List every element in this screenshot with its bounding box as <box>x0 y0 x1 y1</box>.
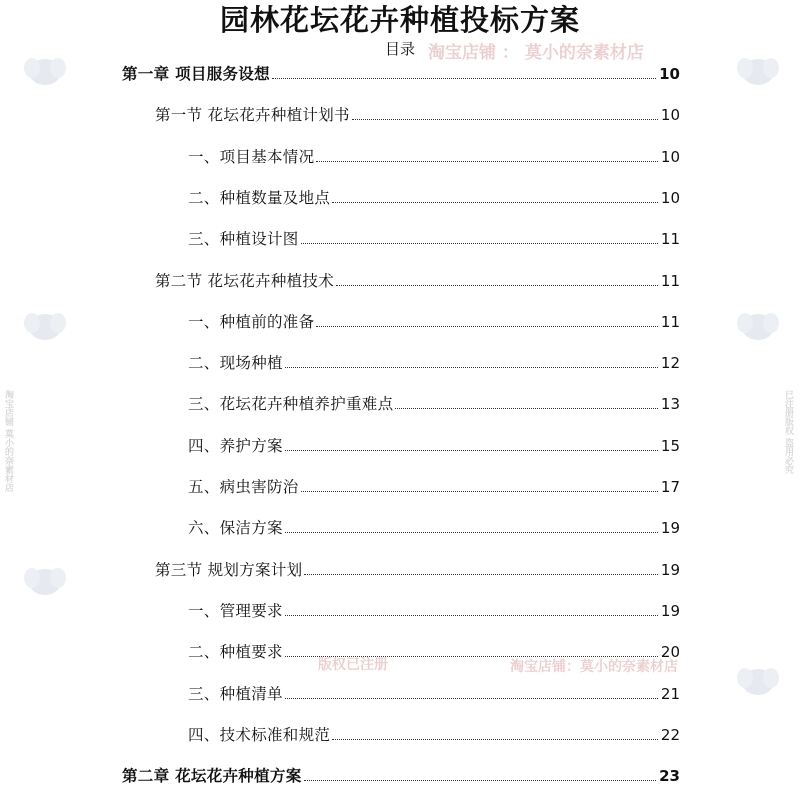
toc-entry-label: 二、种植要求 <box>188 643 283 662</box>
toc-dot-leader <box>352 119 658 120</box>
toc-entry[interactable] <box>188 640 680 662</box>
toc-entry-label: 三、种植设计图 <box>188 230 299 249</box>
toc-dot-leader <box>285 698 658 699</box>
toc-entry[interactable] <box>188 145 680 167</box>
toc-entry-label: 二、现场种植 <box>188 354 283 373</box>
watermark-side-right: 已注册版权 盗用必究 <box>783 390 793 475</box>
toc-entry[interactable] <box>122 764 680 786</box>
toc-entry[interactable] <box>155 103 680 125</box>
toc-entry[interactable] <box>188 351 680 373</box>
toc-page-number: 19 <box>660 601 680 620</box>
toc-entry-label: 第一节 花坛花卉种植计划书 <box>155 106 350 125</box>
toc-dot-leader <box>285 367 658 368</box>
toc-entry-label: 三、花坛花卉种植养护重难点 <box>188 395 394 414</box>
toc-page-number: 11 <box>660 230 680 249</box>
watermark-shop-top: 淘宝店铺 ： 莫小的奈素材店 <box>428 43 644 63</box>
toc-entry[interactable] <box>188 682 680 704</box>
toc-page-number: 22 <box>660 725 680 744</box>
toc-dot-leader <box>285 656 658 657</box>
toc-page-number: 15 <box>660 436 680 455</box>
toc-dot-leader <box>285 450 658 451</box>
toc-entry-label: 一、项目基本情况 <box>188 147 315 166</box>
toc-page-number: 10 <box>660 106 680 125</box>
toc-entry-label: 二、种植数量及地点 <box>188 188 331 207</box>
toc-entry[interactable] <box>122 62 680 84</box>
toc-page-number: 12 <box>660 354 680 373</box>
toc-dot-leader <box>285 615 658 616</box>
toc-page-number: 10 <box>660 188 680 207</box>
toc-page-number: 13 <box>660 395 680 414</box>
toc-entry-label: 一、管理要求 <box>188 601 283 620</box>
toc-page-number: 19 <box>660 560 680 579</box>
toc-dot-leader <box>332 202 658 203</box>
toc-page-number: 11 <box>660 271 680 290</box>
toc-entry-label: 四、技术标准和规范 <box>188 725 331 744</box>
watermark-shop-mid: 淘宝店铺：莫小的奈素材店 <box>510 659 678 675</box>
toc-entry[interactable] <box>188 516 680 538</box>
toc-entry-label: 第一章 项目服务设想 <box>122 65 270 83</box>
toc-dot-leader <box>285 532 658 533</box>
toc-page-number: 20 <box>660 643 680 662</box>
toc-entry[interactable] <box>188 434 680 456</box>
toc-entry[interactable] <box>155 558 680 580</box>
toc-dot-leader <box>304 574 657 575</box>
toc-dot-leader <box>304 780 657 781</box>
toc-entry-label: 六、保洁方案 <box>188 519 283 538</box>
toc-entry[interactable] <box>188 310 680 332</box>
toc-entry-label: 四、养护方案 <box>188 436 283 455</box>
toc-page-number: 11 <box>660 312 680 331</box>
toc-dot-leader <box>301 243 658 244</box>
toc-entry-label: 第二节 花坛花卉种植技术 <box>155 271 335 290</box>
watermark-registered: 版权已注册 <box>318 657 388 673</box>
toc-entry[interactable] <box>188 475 680 497</box>
toc-dot-leader <box>395 408 658 409</box>
toc-entry-label: 三、种植清单 <box>188 684 283 703</box>
toc-page-number: 21 <box>660 684 680 703</box>
toc-entry[interactable] <box>188 723 680 745</box>
document-title: 园林花坛花卉种植投标方案 <box>219 3 580 37</box>
toc-dot-leader <box>316 326 658 327</box>
toc-entry[interactable] <box>188 227 680 249</box>
toc-entry-label: 第三节 规划方案计划 <box>155 560 303 579</box>
toc-page-number: 19 <box>660 519 680 538</box>
toc-dot-leader <box>301 491 658 492</box>
toc-entry[interactable] <box>155 269 680 291</box>
toc-entry[interactable] <box>188 392 680 414</box>
toc-page-number: 17 <box>660 478 680 496</box>
toc-dot-leader <box>332 739 658 740</box>
toc-dot-leader <box>316 161 658 162</box>
toc-entry-label: 第二章 花坛花卉种植方案 <box>122 767 302 786</box>
toc-entry-label: 五、病虫害防治 <box>188 478 299 496</box>
toc-heading: 目录 <box>384 40 415 58</box>
toc-dot-leader <box>272 78 656 79</box>
toc-entry[interactable] <box>188 599 680 621</box>
toc-page-number: 23 <box>659 767 680 786</box>
toc-dot-leader <box>336 285 658 286</box>
toc-entry-label: 一、种植前的准备 <box>188 312 315 331</box>
watermark-side-left: 淘宝店铺 莫小的奈素材店 <box>3 390 13 493</box>
toc-page-number: 10 <box>659 65 680 83</box>
toc-page-number: 10 <box>660 147 680 166</box>
toc-entry[interactable] <box>188 186 680 208</box>
